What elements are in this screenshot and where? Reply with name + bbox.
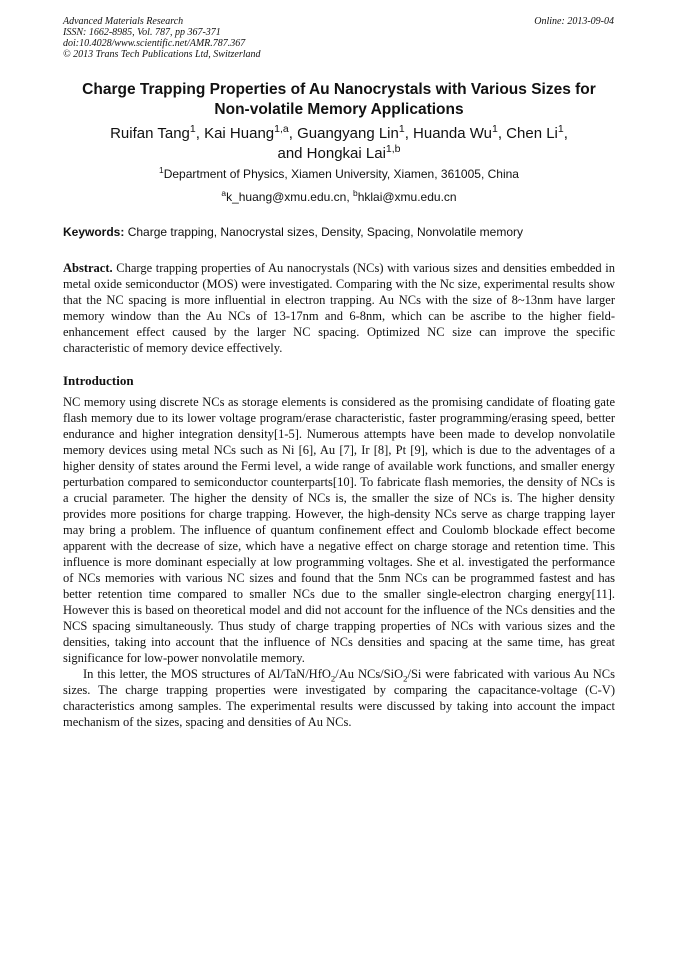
copyright-line: © 2013 Trans Tech Publications Ltd, Switzerland [63,49,261,60]
online-date: Online: 2013-09-04 [534,16,614,27]
author: Chen Li$^1$, [506,123,568,142]
paragraph: In this letter, the MOS structures of Al/TaN/HfO$_2$/Au NCs/SiO$_2$/Si were fabricated with various Au NCs sizes. The charge trapping properties were investigated by comparing the capacitance-voltage (C-V) characteristics among samples. The experimental results were discussed by taking into account the impact mechanism of the sizes, spacing and densities of Au NCs. [63,667,615,729]
paper-title [63,80,615,120]
abstract-text: Charge trapping properties of Au nanocrystals (NCs) with various sizes and densities embedded in metal oxide semiconductor (MOS) were investigated. Comparing with the Nc size, experimental results show that the NC spacing is more influential in electron trapping. Au NCs with the size of 8~13nm have larger memory window than the Au NCs of 13-17nm and 6-8nm, which can be ascribe to the higher field-enhancement effect caused by the larger NC spacing. Optimized NC size can improve the specific characteristic of memory device effectively. [63,261,616,355]
issn-line: ISSN: 1662-8985, Vol. 787, pp 367-371 [63,27,221,38]
keywords-label: Keywords: [63,225,125,239]
paragraph: NC memory using discrete NCs as storage elements is considered as the promising candidate of floating gate flash memory due to its lower voltage program/erase characteristic, faster programming/erasing speed, better endurance and higher integration density[1-5]. Numerous attempts have been made to develop nonvolatile memory devices using metal NCs such as Ni [6], Au [7], Ir [8], Pt [9], which is due to the adventages of a higher density of states around the Fermi level, a wide range of available work functions, and smaller energy perturbation compared to semiconductor counterparts[10]. To fabricate flash memories, the density of NCs is a crucial parameter. The higher the density of NCs is, the smaller the size of NCs is. The higher density provides more positions for charge trapping. However, the high-density NCs serve as charge trapping layer may bring a problem. The influence of quantum confinement effect and Coulomb blockade effect become apparent with the decrease of size, which have a negative effect on charge storage and retention time. This influence is more dominant especially at low programming voltages. She et al. investigated the performance of NCs memories with various NC sizes and found that the 5nm NCs can be programmed fastest and has better retention time compared to smaller NCs due to the smaller single-electron charging energy[11]. However this is based on theoretical model and did not account for the influence of the NCs densities and the NCS spacing simultaneously. Thus study of charge trapping properties of NCs with various sizes and the densities, taking into account that the influence of NCs densities and spacing at the same time, has great significance for low-power nonvolatile memory. [63,395,615,665]
author: Ruifan Tang$^1$, [110,123,205,142]
email-link[interactable]: k_huang@xmu.edu.cn, [226,190,354,204]
author: Guangyang Lin$^1$, [297,123,414,142]
author: and Hongkai Lai$^{1,b}$ [277,143,401,162]
abstract [63,260,615,356]
keywords [63,224,615,240]
doi-line[interactable]: doi:10.4028/www.scientific.net/AMR.787.367 [63,38,246,49]
introduction-body [63,394,615,730]
title-line-2: Non-volatile Memory Applications [214,101,464,118]
journal-name: Advanced Materials Research [63,16,184,27]
email-line: $^a$k_huang@xmu.edu.cn, $^b$hklai@xmu.edu.cn [221,188,457,204]
email-link[interactable]: hklai@xmu.edu.cn [357,190,457,204]
journal-header [63,16,261,60]
section-heading-introduction: Introduction [63,373,134,388]
keywords-text: Charge trapping, Nanocrystal sizes, Density, Spacing, Nonvolatile memory [127,225,523,239]
author: Huanda Wu$^1$, [413,123,507,142]
author: Kai Huang$^{1,a}$, [204,123,298,142]
affiliation: $^1$Department of Physics, Xiamen University, Xiamen, 361005, China [159,165,519,181]
title-line-1: Charge Trapping Properties of Au Nanocrystals with Various Sizes for [82,81,596,98]
author-list [63,124,615,164]
abstract-label: Abstract. [63,261,113,275]
